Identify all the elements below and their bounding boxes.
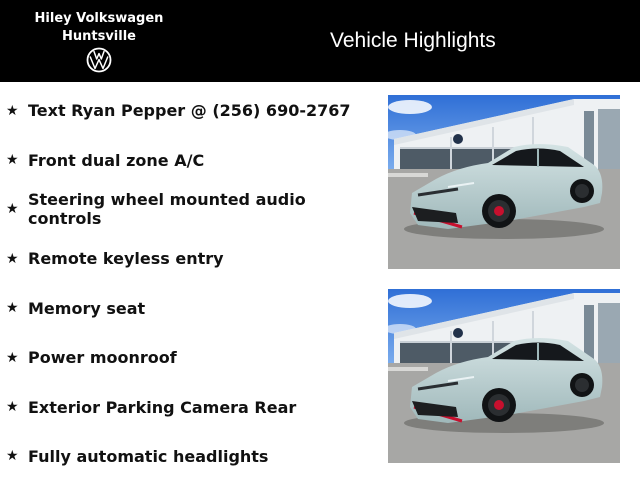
feature-item [6, 86, 376, 135]
feature-item [6, 284, 376, 333]
feature-item [6, 135, 376, 184]
star-icon: ★ [6, 152, 19, 169]
feature-item [6, 432, 376, 481]
feature-label: Front dual zone A/C [28, 150, 205, 170]
dealer-name [28, 10, 170, 46]
feature-label: Power moonroof [28, 348, 177, 368]
dealer-name-line2: Huntsville [61, 29, 136, 44]
feature-item [6, 382, 376, 431]
feature-label: Exterior Parking Camera Rear [28, 397, 297, 417]
header-bar [0, 0, 640, 82]
star-icon: ★ [6, 448, 19, 465]
feature-label: Memory seat [28, 298, 146, 318]
feature-label: Remote keyless entry [28, 249, 224, 269]
vehicle-photo [388, 289, 620, 463]
feature-item [6, 185, 376, 234]
vehicle-photo [388, 95, 620, 269]
star-icon: ★ [6, 399, 19, 416]
star-icon: ★ [6, 250, 19, 267]
dealer-name-line1: Hiley Volkswagen [34, 11, 164, 26]
feature-item [6, 333, 376, 382]
star-icon: ★ [6, 201, 19, 218]
feature-label: Fully automatic headlights [28, 446, 269, 466]
feature-label: Steering wheel mounted audio controls [28, 190, 306, 229]
vw-logo-icon [86, 47, 112, 73]
star-icon: ★ [6, 300, 19, 317]
page-title: Vehicle Highlights [330, 29, 496, 52]
feature-label: Text Ryan Pepper @ (256) 690-2767 [28, 101, 351, 121]
star-icon: ★ [6, 349, 19, 366]
feature-item [6, 234, 376, 283]
star-icon: ★ [6, 102, 19, 119]
feature-list [6, 86, 376, 481]
